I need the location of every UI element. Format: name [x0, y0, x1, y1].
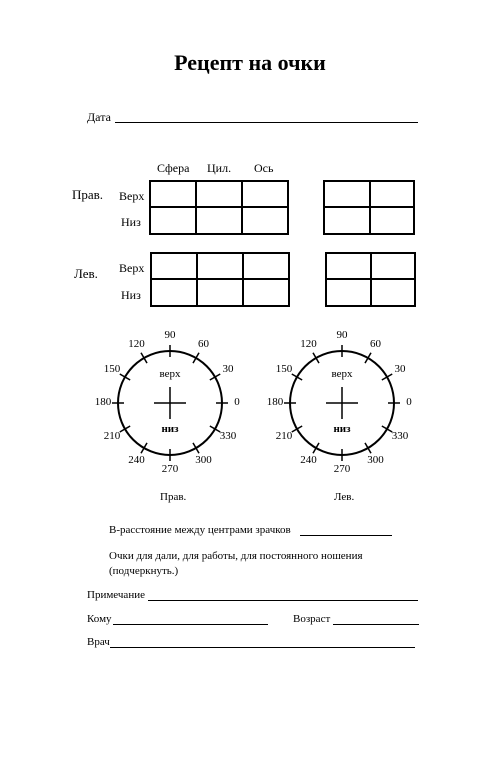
right-dial-angle-60: 60 — [198, 337, 209, 350]
page-title: Рецепт на очки — [174, 50, 326, 75]
column-axis: Ось — [254, 161, 274, 175]
left-dial-angle-120: 120 — [300, 337, 317, 350]
right-dial-lower-label: низ — [161, 423, 179, 435]
right-dial-angle-30: 30 — [222, 362, 234, 375]
left-dial-tick-150 — [292, 374, 302, 380]
right-eye-label: Прав. — [72, 187, 104, 202]
pupil-distance-label: В-расстояние между центрами зрачков — [109, 524, 291, 536]
left-eye-bottom-label: Низ — [121, 288, 141, 302]
right-dial-angle-90: 90 — [164, 329, 176, 341]
left-dial-angle-210: 210 — [275, 429, 293, 442]
left-dial-tick-120 — [313, 353, 319, 363]
right-dial-caption: Прав. — [160, 491, 187, 503]
note-label: Примечание — [87, 589, 145, 601]
right-dial-angle-150: 150 — [103, 362, 121, 375]
left-dial-angle-270: 270 — [333, 463, 351, 475]
age-field-line[interactable] — [333, 624, 419, 625]
usage-text-line2: (подчеркнуть.) — [109, 565, 179, 577]
left-dial-angle-30: 30 — [394, 362, 406, 375]
left-dial-upper-label: верх — [331, 368, 353, 380]
left-eye-label: Лев. — [74, 266, 98, 281]
left-dial-angle-240: 240 — [300, 454, 317, 467]
left-dial-angle-150: 150 — [275, 362, 293, 375]
recipient-label: Кому — [87, 613, 112, 625]
doctor-field-line[interactable] — [110, 647, 415, 648]
right-dial-angle-330: 330 — [219, 429, 237, 442]
pupil-distance-field-line[interactable] — [300, 535, 392, 536]
recipient-field-line[interactable] — [113, 624, 268, 625]
left-dial-angle-180: 180 — [266, 396, 284, 408]
left-dial-tick-60 — [365, 353, 371, 363]
left-dial-angle-0: 0 — [406, 396, 412, 408]
right-dial-tick-60 — [193, 353, 199, 363]
doctor-label: Врач — [87, 636, 110, 648]
left-dial-tick-30 — [382, 374, 392, 380]
right-dial-angle-120: 120 — [128, 337, 145, 350]
right-dial-tick-240 — [141, 443, 147, 453]
right-dial-angle-240: 240 — [128, 454, 145, 467]
right-dial-tick-300 — [193, 443, 199, 453]
usage-text-line1: Очки для дали, для работы, для постоянного ношения — [109, 550, 363, 562]
note-field-line[interactable] — [148, 600, 418, 601]
right-dial-angle-210: 210 — [103, 429, 121, 442]
right-dial-tick-150 — [120, 374, 130, 380]
left-dial-angle-90: 90 — [336, 329, 348, 341]
left-dial-angle-60: 60 — [370, 337, 381, 350]
age-label: Возраст — [293, 613, 331, 625]
column-sphere: Сфера — [157, 161, 190, 175]
right-axis-dial — [112, 345, 228, 461]
right-dial-angle-0: 0 — [234, 396, 240, 408]
left-axis-dial — [284, 345, 400, 461]
left-dial-angle-330: 330 — [391, 429, 409, 442]
left-eye-top-label: Верх — [119, 261, 145, 275]
left-dial-lower-label: низ — [333, 423, 351, 435]
right-dial-upper-label: верх — [159, 368, 181, 380]
left-dial-caption: Лев. — [334, 491, 355, 503]
date-label: Дата — [87, 110, 111, 124]
left-dial-angle-300: 300 — [367, 454, 384, 467]
right-eye-bottom-label: Низ — [121, 215, 141, 229]
right-dial-angle-180: 180 — [94, 396, 112, 408]
right-eye-top-label: Верх — [119, 189, 145, 203]
left-dial-tick-240 — [313, 443, 319, 453]
right-dial-angle-270: 270 — [161, 463, 179, 475]
column-cyl: Цил. — [207, 161, 232, 175]
right-dial-tick-120 — [141, 353, 147, 363]
right-dial-angle-300: 300 — [195, 454, 212, 467]
left-dial-tick-300 — [365, 443, 371, 453]
right-dial-tick-30 — [210, 374, 220, 380]
